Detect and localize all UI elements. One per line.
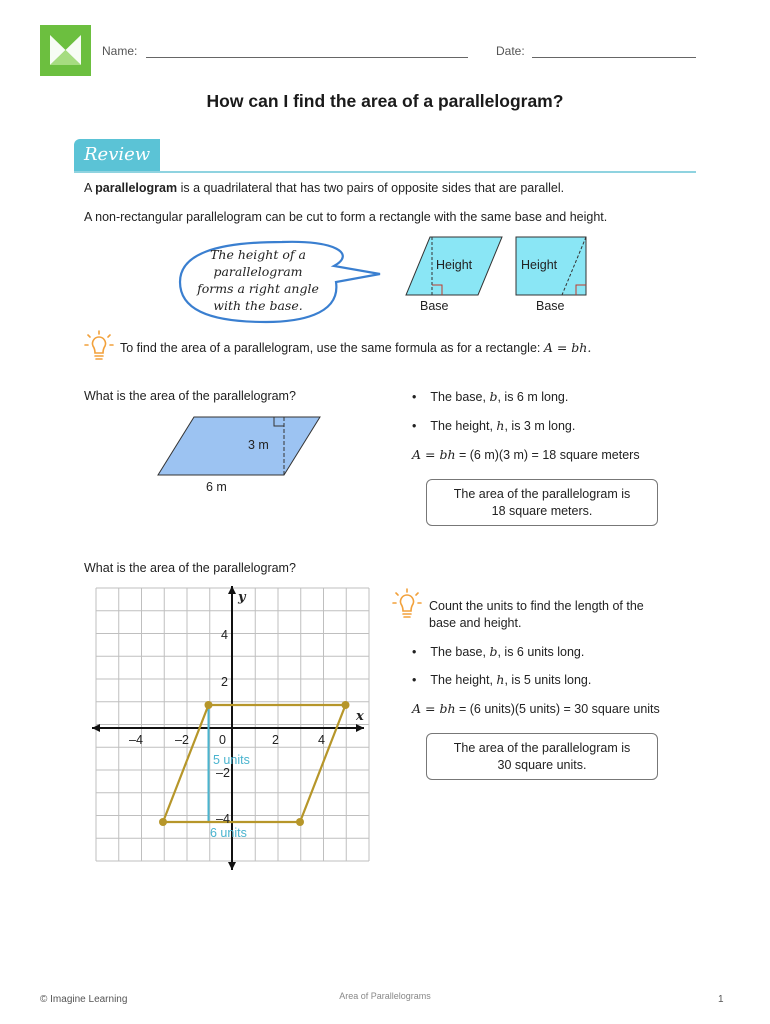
bubble-line: forms a right angle	[197, 281, 319, 296]
date-label: Date:	[496, 44, 525, 58]
x-tick-label: 4	[318, 733, 325, 747]
problem2-equation	[412, 701, 660, 716]
problem1-bullet-height	[412, 418, 575, 433]
x-tick-label: 2	[272, 733, 279, 747]
y-tick-label: 2	[221, 675, 228, 689]
date-field[interactable]	[532, 57, 696, 58]
bubble-line: The height of a	[210, 247, 306, 262]
definition-suffix: is a quadrilateral that has two pairs of opposite sides that are parallel.	[177, 181, 565, 195]
bubble-line: parallelogram	[213, 264, 303, 279]
equation-formula: A = bh	[412, 701, 456, 716]
answer-line: 18 square meters.	[491, 504, 593, 518]
formula-tip-text: To find the area of a parallelogram, use the same formula as for a rectangle:	[120, 341, 544, 355]
definition-term: parallelogram	[95, 181, 178, 195]
bubble-text	[190, 246, 326, 314]
count-units-tip	[429, 598, 644, 632]
bullet-text: The height,	[430, 419, 497, 433]
problem1-answer-box	[426, 479, 658, 526]
problem1-question: What is the area of the parallelogram?	[84, 389, 296, 403]
problem2-bullet-base	[412, 644, 584, 659]
bullet-var: b	[489, 389, 498, 404]
definition-prefix: A	[84, 181, 96, 195]
equation-formula: A = bh	[412, 447, 456, 462]
page-number: 1	[718, 994, 724, 1005]
bullet-icon: •	[412, 419, 417, 433]
figure1-height-label: Height	[436, 258, 473, 272]
bullet-text: The base,	[430, 645, 490, 659]
bullet-var: h	[496, 418, 505, 433]
definition-text	[84, 181, 564, 195]
page-title: How can I find the area of a parallelogram?	[206, 91, 564, 111]
x-axis-label: x	[356, 709, 364, 724]
problem2-bullet-height	[412, 672, 591, 687]
x-tick-label: –2	[175, 733, 189, 747]
bullet-text: , is 6 units long.	[497, 645, 585, 659]
equation-rest: = (6 m)(3 m) = 18 square meters	[455, 448, 640, 462]
formula-tip-formula: A = bh.	[543, 340, 592, 355]
logo	[40, 25, 91, 76]
y-tick-label: –4	[216, 812, 230, 826]
logo-mark-icon	[40, 25, 91, 76]
y-tick-label: 4	[221, 628, 228, 642]
problem2-question: What is the area of the parallelogram?	[84, 561, 296, 575]
problem1-parallelogram	[156, 414, 322, 478]
problem1-height-label: 3 m	[248, 438, 269, 452]
base-units-label: 6 units	[210, 826, 247, 840]
answer-line: The area of the parallelogram is	[453, 741, 631, 755]
figure1-base-label: Base	[420, 299, 449, 313]
problem1-base-label: 6 m	[206, 480, 227, 494]
name-label: Name:	[102, 44, 138, 58]
problem1-equation	[412, 447, 640, 462]
tip-line: Count the units to find the length of the	[429, 599, 644, 613]
tip-line: base and height.	[429, 616, 522, 630]
answer-line: 30 square units.	[497, 758, 587, 772]
bullet-text: , is 5 units long.	[504, 673, 592, 687]
bubble-line: with the base.	[213, 298, 303, 313]
footer-title: Area of Parallelograms	[339, 991, 431, 1001]
lightbulb-icon	[84, 330, 114, 362]
y-axis-label: y	[238, 590, 246, 605]
name-field[interactable]	[146, 57, 468, 58]
x-tick-label: –4	[129, 733, 143, 747]
problem2-answer-box	[426, 733, 658, 780]
bullet-icon: •	[412, 390, 417, 404]
lightbulb-icon	[392, 588, 422, 620]
bullet-text: The base,	[430, 390, 490, 404]
x-tick-label: 0	[219, 733, 226, 747]
y-tick-label: –2	[216, 766, 230, 780]
bullet-text: The height,	[430, 673, 497, 687]
formula-tip	[120, 340, 591, 355]
bullet-icon: •	[412, 673, 417, 687]
answer-line: The area of the parallelogram is	[453, 487, 631, 501]
cut-rectangle-text: A non-rectangular parallelogram can be cut to form a rectangle with the same base and height.	[84, 210, 608, 224]
figure2-height-label: Height	[521, 258, 558, 272]
review-tab-label: Review	[84, 144, 151, 165]
equation-rest: = (6 units)(5 units) = 30 square units	[455, 702, 660, 716]
bullet-var: h	[496, 672, 505, 687]
bullet-text: , is 6 m long.	[497, 390, 569, 404]
footer-copyright: © Imagine Learning	[40, 994, 128, 1005]
figure2-base-label: Base	[536, 299, 565, 313]
bullet-text: , is 3 m long.	[504, 419, 576, 433]
review-rule	[74, 171, 696, 173]
bullet-var: b	[489, 644, 498, 659]
height-units-label: 5 units	[213, 753, 250, 767]
bullet-icon: •	[412, 645, 417, 659]
problem1-bullet-base	[412, 389, 568, 404]
